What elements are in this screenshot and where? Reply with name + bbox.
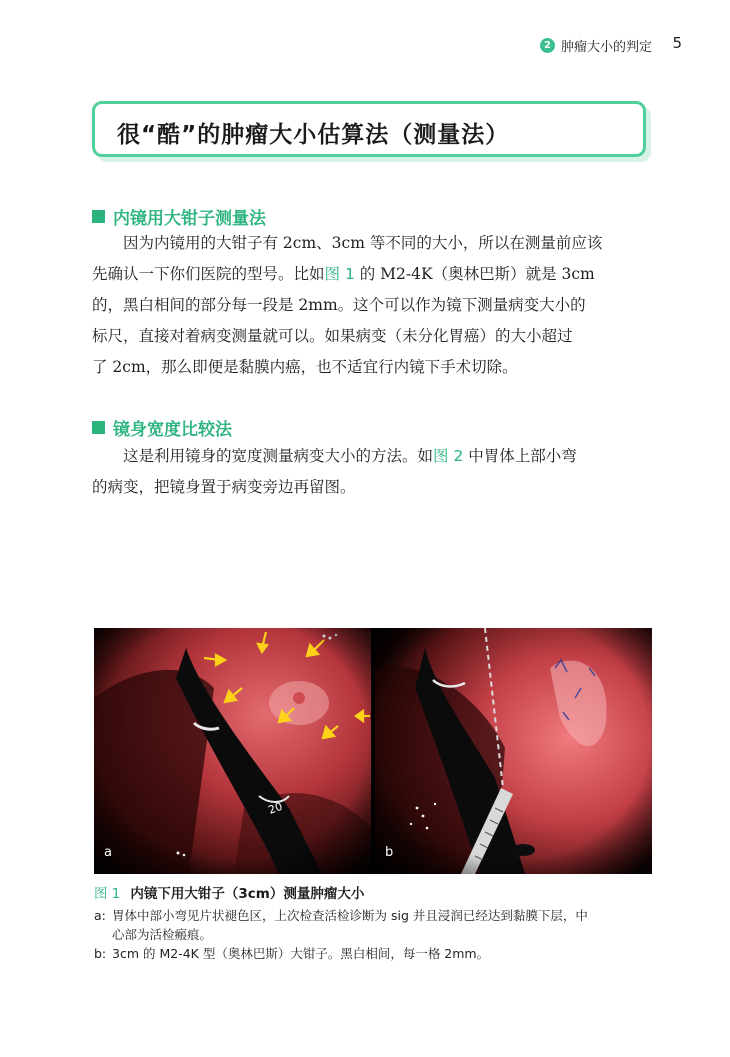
paragraph-forceps <box>92 228 654 383</box>
paragraph-scope-width <box>92 441 654 503</box>
text-line: 标尺，直接对着病变测量就可以。如果病变（未分化胃癌）的大小超过 <box>92 327 573 345</box>
text-line: 因为内镜用的大钳子有 2cm、3cm 等不同的大小，所以在测量前应该 <box>123 234 603 252</box>
figure-title: 内镜下用大钳子（3cm）测量肿瘤大小 <box>130 886 365 902</box>
running-header <box>540 36 652 55</box>
caption-item-b <box>94 944 660 963</box>
endoscopy-image-b <box>375 628 652 874</box>
text-line: 了 2cm，那么即便是黏膜内癌，也不适宜行内镜下手术切除。 <box>92 358 518 376</box>
caption-line: 3cm 的 M2-4K 型（奥林巴斯）大钳子。黑白相间，每一格 2mm。 <box>112 946 490 961</box>
caption-label: a: <box>94 908 106 923</box>
figure-caption-title <box>94 882 364 902</box>
text-line: 的病变，把镜身置于病变旁边再留图。 <box>92 478 356 496</box>
endoscopy-image-a <box>94 628 371 874</box>
square-bullet-icon <box>92 421 105 434</box>
chapter-number-badge: 2 <box>540 38 555 53</box>
square-bullet-icon <box>92 210 105 223</box>
endoscopy-photo-b <box>375 628 652 874</box>
text-line: 的，黑白相间的部分每一段是 2mm。这个可以作为镜下测量病变大小的 <box>92 296 586 314</box>
caption-item-a <box>94 906 660 944</box>
figure-number: 图 1 <box>94 886 121 902</box>
endoscopy-photo-a <box>94 628 371 874</box>
figure-1-reference[interactable]: 图 1 <box>324 265 355 283</box>
text-line: 先确认一下你们医院的型号。比如图 1 的 M2-4K（奥林巴斯）就是 3cm <box>92 265 595 283</box>
chapter-title: 肿瘤大小的判定 <box>560 40 652 55</box>
figure-1 <box>94 628 652 874</box>
caption-line: 心部为活检瘢痕。 <box>112 927 213 942</box>
section-heading-text: 内镜用大钳子测量法 <box>113 209 266 229</box>
text-line: 这是利用镜身的宽度测量病变大小的方法。如图 2 中胃体上部小弯 <box>123 447 577 465</box>
panel-label-b: b <box>385 845 394 860</box>
panel-label-a: a <box>104 845 112 860</box>
section-heading-text: 镜身宽度比较法 <box>113 420 232 440</box>
page-number: 5 <box>672 34 682 52</box>
figure-caption-body <box>94 906 660 963</box>
section-heading-scope-width <box>92 415 232 440</box>
section-heading-forceps <box>92 204 266 229</box>
caption-label: b: <box>94 946 107 961</box>
page-title: 很“酷”的肿瘤大小估算法（测量法） <box>117 122 510 148</box>
title-box <box>92 101 646 157</box>
caption-line: 胃体中部小弯见片状褪色区，上次检查活检诊断为 sig 并且浸润已经达到黏膜下层，中 <box>112 908 588 923</box>
figure-2-reference[interactable]: 图 2 <box>433 447 464 465</box>
